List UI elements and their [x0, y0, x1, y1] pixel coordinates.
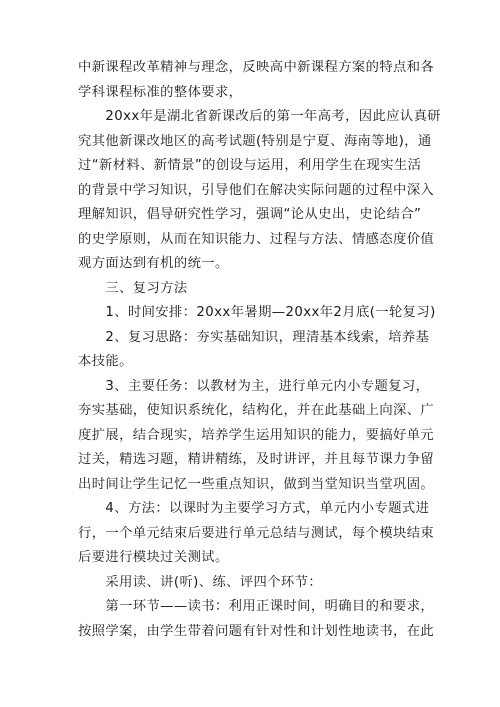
text-line: 后要进行模块过关测试。 — [78, 550, 229, 565]
text-line: 1、时间安排：20xx年暑期—20xx年2月底(一轮复习) — [78, 305, 436, 320]
text-line: 夯实基础，使知识系统化，结构化，并在此基础上向深、广 — [78, 403, 435, 418]
body-text — [78, 56, 441, 644]
text-line: 出时间让学生记忆一些重点知识，做到当堂知识当堂巩固。 — [78, 476, 435, 492]
text-line: 观方面达到有机的统一。 — [78, 256, 229, 271]
text-line: 的史学原则，从而在知识能力、过程与方法、情感态度价值 — [78, 231, 435, 247]
text-line: 本技能。 — [78, 354, 133, 369]
text-line: 4、方法：以课时为主要学习方式，单元内小专题式进 — [78, 501, 430, 516]
text-line: 3、主要任务：以教材为主，进行单元内小专题复习， — [78, 378, 430, 394]
text-line: 20xx年是湖北省新课改后的第一年高考，因此应认真研 — [78, 109, 441, 124]
section-heading: 三、复习方法 — [78, 280, 188, 296]
text-line: 过“新材料、新情景”的创设与运用，利用学生在现实生活 — [78, 158, 422, 173]
text-line: 理解知识，倡导研究性学习，强调“论从史出，史论结合” — [78, 207, 422, 222]
text-line: 2、复习思路：夯实基础知识，理清基本线索，培养基 — [78, 329, 430, 345]
text-line: 学科课程标准的整体要求， — [78, 84, 243, 100]
text-line: 中新课程改革精神与理念，反映高中新课程方案的特点和各 — [78, 60, 435, 75]
text-line: 过关，精选习题，精讲精练，及时讲评，并且每节课力争留 — [78, 452, 435, 467]
text-line: 度扩展，结合现实，培养学生运用知识的能力，要搞好单元 — [78, 427, 435, 443]
text-line: 按照学案，由学生带着问题有针对性和计划性地读书，在此 — [78, 623, 435, 639]
text-line: 行，一个单元结束后要进行单元总结与测试，每个模块结束 — [78, 525, 435, 541]
text-line: 究其他新课改地区的高考试题(特别是宁夏、海南等地)，通 — [78, 133, 432, 149]
text-line: 第一环节——读书：利用正课时间，明确目的和要求， — [78, 599, 435, 614]
text-line: 采用读、讲(听)、练、评四个环节： — [78, 574, 323, 590]
text-line: 的背景中学习知识，引导他们在解决实际问题的过程中深入 — [78, 182, 435, 198]
